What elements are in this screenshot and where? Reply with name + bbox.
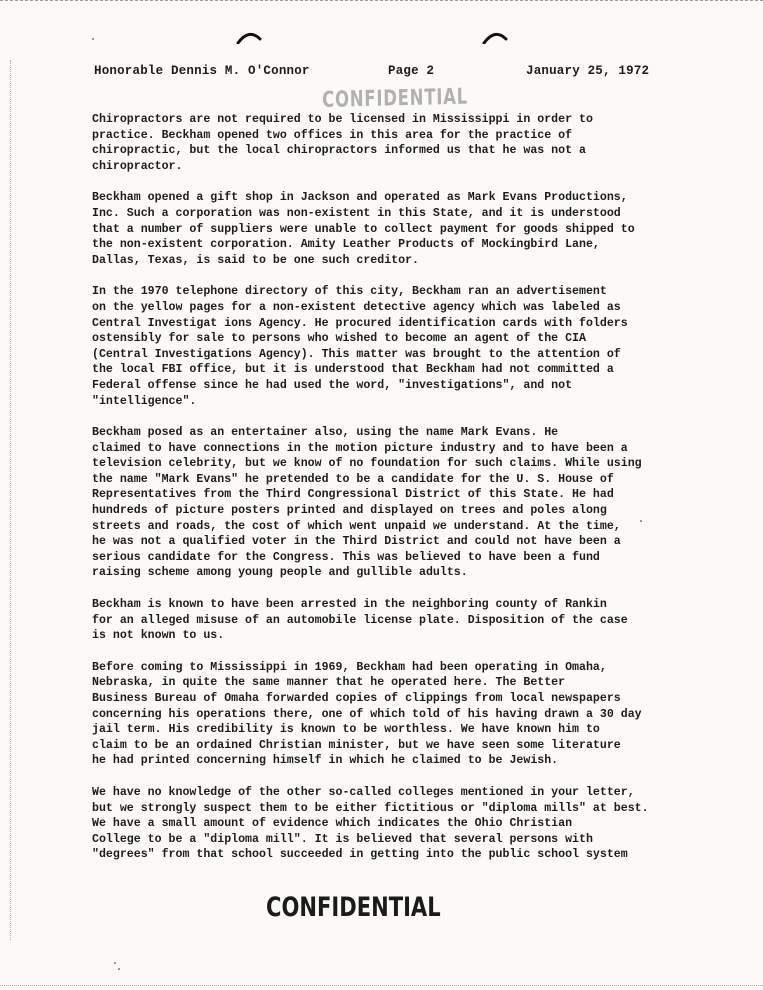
scan-speck	[92, 38, 94, 40]
text-line: on the yellow pages for a non-existent detective agency which was labeled as	[92, 300, 621, 314]
body-paragraph	[92, 425, 670, 581]
text-line: concerning his operations there, one of which told of his having drawn a 30 day	[92, 707, 642, 721]
body-paragraph	[92, 597, 670, 644]
body-paragraph	[92, 785, 670, 863]
body-paragraph	[92, 112, 670, 174]
text-line: chiropractic, but the local chiropractors informed us that he was not a	[92, 144, 586, 158]
text-line: jail term. His credibility is known to be worthless. We have known him to	[92, 723, 600, 737]
text-line: claim to be an ordained Christian minister, but we have seen some literature	[92, 738, 621, 752]
text-line: that a number of suppliers were unable to collect payment for goods shipped to	[92, 222, 635, 236]
text-line: streets and roads, the cost of which went unpaid we understand. At the time,	[92, 519, 621, 533]
confidential-stamp-top: CONFIDENTIAL	[322, 84, 469, 113]
text-line: Nebraska, in quite the same manner that he operated here. The Better	[92, 676, 566, 690]
text-line: Central Investigat ions Agency. He procured identification cards with folders	[92, 316, 628, 330]
body-paragraph	[92, 284, 670, 409]
text-line: raising scheme among young people and gullible adults.	[92, 566, 468, 580]
text-line: chiropractor.	[92, 159, 183, 173]
text-line: serious candidate for the Congress. This was believed to have been a fund	[92, 550, 600, 564]
header-date: January 25, 1972	[526, 64, 650, 78]
confidential-stamp-bottom: CONFIDENTIAL	[266, 892, 441, 923]
text-line: Federal offense since he had used the word, "investigations", and not	[92, 378, 573, 392]
letter-body	[92, 112, 670, 879]
text-line: (Central Investigations Agency). This matter was brought to the attention of	[92, 347, 621, 361]
text-line: ostensibly for sale to persons who wished to become an agent of the CIA	[92, 332, 586, 346]
page-top-edge	[0, 0, 763, 1]
text-line: he was not a qualified voter in the Third District and could not have been a	[92, 535, 621, 549]
page-left-edge	[10, 60, 11, 940]
letter-header	[94, 64, 654, 86]
text-line: Inc. Such a corporation was non-existent in this State, and it is understood	[92, 206, 621, 220]
text-line: College to be a "diploma mill". It is believed that several persons with	[92, 832, 593, 846]
text-line: Beckham opened a gift shop in Jackson and operated as Mark Evans Productions,	[92, 191, 628, 205]
text-line: Representatives from the Third Congressional District of this State. He had	[92, 488, 614, 502]
text-line: he had printed concerning himself in which he claimed to be Jewish.	[92, 754, 559, 768]
scan-speck	[640, 520, 642, 522]
text-line: television celebrity, but we know of no foundation for such claims. While using	[92, 457, 642, 471]
text-line: "intelligence".	[92, 394, 197, 408]
body-paragraph	[92, 660, 670, 769]
text-line: claimed to have connections in the motion picture industry and to have been a	[92, 441, 628, 455]
header-addressee: Honorable Dennis M. O'Connor	[94, 64, 310, 78]
text-line: We have a small amount of evidence which indicates the Ohio Christian	[92, 817, 573, 831]
scan-speck	[118, 968, 120, 970]
text-line: In the 1970 telephone directory of this city, Beckham ran an advertisement	[92, 285, 607, 299]
text-line: the non-existent corporation. Amity Leather Products of Mockingbird Lane,	[92, 238, 600, 252]
text-line: for an alleged misuse of an automobile license plate. Disposition of the case	[92, 613, 628, 627]
text-line: the local FBI office, but it is understood that Beckham had not committed a	[92, 363, 614, 377]
body-paragraph	[92, 190, 670, 268]
text-line: Beckham is known to have been arrested in the neighboring county of Rankin	[92, 598, 607, 612]
text-line: Before coming to Mississippi in 1969, Beckham had been operating in Omaha,	[92, 660, 607, 674]
text-line: "degrees" from that school succeeded in getting into the public school system	[92, 848, 628, 862]
page-bottom-edge	[0, 985, 763, 986]
header-page-number: Page 2	[388, 64, 435, 78]
text-line: hundreds of picture posters printed and displayed on trees and poles along	[92, 504, 607, 518]
scan-speck	[114, 962, 116, 964]
text-line: Dallas, Texas, is said to be one such creditor.	[92, 253, 419, 267]
text-line: the name "Mark Evans" he pretended to be a candidate for the U. S. House of	[92, 472, 614, 486]
text-line: Beckham posed as an entertainer also, using the name Mark Evans. He	[92, 426, 559, 440]
binder-hole-mark-left	[236, 30, 262, 44]
text-line: Chiropractors are not required to be licensed in Mississippi in order to	[92, 113, 593, 126]
text-line: but we strongly suspect them to be either fictitious or "diploma mills" at best.	[92, 801, 649, 815]
text-line: is not known to us.	[92, 629, 225, 643]
text-line: We have no knowledge of the other so-called colleges mentioned in your letter,	[92, 785, 635, 799]
text-line: Business Bureau of Omaha forwarded copies of clippings from local newspapers	[92, 692, 621, 705]
binder-hole-mark-right	[482, 30, 508, 44]
text-line: practice. Beckham opened two offices in this area for the practice of	[92, 128, 573, 142]
